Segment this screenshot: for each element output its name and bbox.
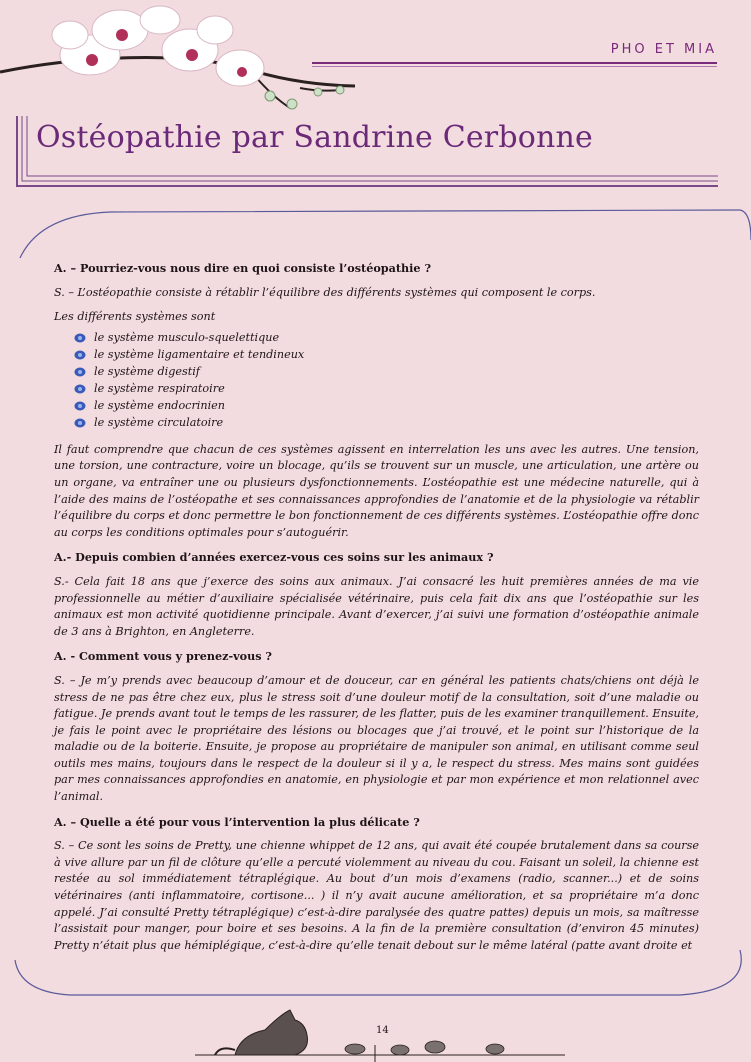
system-label: le système ligamentaire et tendineux	[94, 347, 305, 361]
list-item	[74, 381, 699, 398]
list-item	[74, 347, 699, 364]
answer-2: S.- Cela fait 18 ans que j’exerce des soins aux animaux. J’ai consacré les huit premières années de ma vie professionnelle au métier d’auxiliaire spécialisée vétérinaire, puis cela fait dix ans que l’ostéopathie sur les animaux est mon activité quotidienne principale. Avant d’exercer, j’ai suivi une formation d’ostéopathie animale de 3 ans à Brighton, en Angleterre.	[54, 574, 699, 638]
spiral-bullet-icon	[74, 401, 86, 411]
page-number: 14	[376, 1025, 389, 1036]
interview-content	[54, 260, 699, 962]
list-item	[74, 398, 699, 415]
system-label: le système circulatoire	[94, 415, 224, 429]
spiral-bullet-icon	[74, 418, 86, 428]
brand-label: PHO ET MIA	[610, 42, 717, 57]
spiral-bullet-icon	[74, 367, 86, 377]
list-item	[74, 330, 699, 347]
system-label: le système respiratoire	[94, 381, 225, 395]
question-3: A. - Comment vous y prenez-vous ?	[54, 649, 272, 664]
systems-lead: Les différents systèmes sont	[54, 310, 216, 324]
spiral-bullet-icon	[74, 333, 86, 343]
answer-4: S. – Ce sont les soins de Pretty, une chienne whippet de 12 ans, qui avait été coupée brutalement dans sa course à vive allure par un fil de clôture qu’elle a percuté violemment au niveau du cou. Faisant un soleil, la chienne est restée au sol immédiatement tétraplégique. Au bout d’un mois d’examens (radio, scanner...) et de soins vétérinaires (anti inflammatoire, cortisone... ) il n’y avait aucune amélioration, et sa propriétaire m’a donc appelé. J’ai consulté Pretty tétraplégique) c’est-à-dire paralysée des quatre pattes) depuis un mois, sa maîtresse l’assistait pour manger, pour boire et ses besoins. A la fin de la première consultation (d’environ 45 minutes) Pretty n’était plus que hémiplégique, c’est-à-dire qu’elle tenait debout sur le même latéral (patte avant droite et	[54, 839, 699, 952]
question-2: A.- Depuis combien d’années exercez-vous ces soins sur les animaux ?	[54, 550, 494, 565]
systems-list	[74, 330, 699, 432]
system-label: le système musculo-squelettique	[94, 330, 280, 344]
question-1: A. – Pourriez-vous nous dire en quoi consiste l’ostéopathie ?	[54, 261, 431, 275]
system-label: le système digestif	[94, 364, 200, 378]
spiral-bullet-icon	[74, 384, 86, 394]
paragraph-systems: Il faut comprendre que chacun de ces systèmes agissent en interrelation les uns avec les autres. Une tension, une torsion, une contracture, voire un blocage, qu’ils se trouvent sur un muscle, une articulation, une artère ou un organe, va entraîner une ou plusieurs dysfonctionnements. L’ostéopathie est une médecine naturelle, qui à l’aide des mains de l’ostéopathe et ses connaissances approfondies de l’anatomie et de la physiologie va rétablir l’équilibre du corps et donc permettre le bon fonctionnement de ces différents systèmes. L’ostéopathie offre donc au corps les conditions optimales pour s’autoguérir.	[54, 442, 699, 539]
list-item	[74, 415, 699, 432]
question-4: A. – Quelle a été pour vous l’intervention la plus délicate ?	[54, 814, 420, 829]
page-title: Ostéopathie par Sandrine Cerbonne	[36, 120, 594, 155]
list-item	[74, 364, 699, 381]
spiral-bullet-icon	[74, 350, 86, 360]
answer-3: S. – Je m’y prends avec beaucoup d’amour et de douceur, car en général les patients chats/chiens ont déjà le stress de ne pas être chez eux, plus le stress soit d’une douleur motif de la consultation, soit d’une maladie ou fatigue. Je prends avant tout le temps de les rassurer, de les flatter, puis de les examiner tranquillement. Ensuite, je fais le point avec le propriétaire des lésions ou blocages que j’ai trouvé, et le point sur l’historique de la maladie ou de la boiterie. Ensuite, je propose au propriétaire de manipuler son animal, en utilisant comme seul outils mes mains, toujours dans le respect de la douleur si il y a, le respect du stress. Mes mains sont guidées par mes connaissances approfondies en anatomie, en physiologie et par mon expérience et mon relationnel avec l’animal.	[54, 673, 699, 804]
answer-1: S. – L’ostéopathie consiste à rétablir l’équilibre des différents systèmes qui composent le corps.	[54, 285, 596, 299]
system-label: le système endocrinien	[94, 398, 225, 412]
